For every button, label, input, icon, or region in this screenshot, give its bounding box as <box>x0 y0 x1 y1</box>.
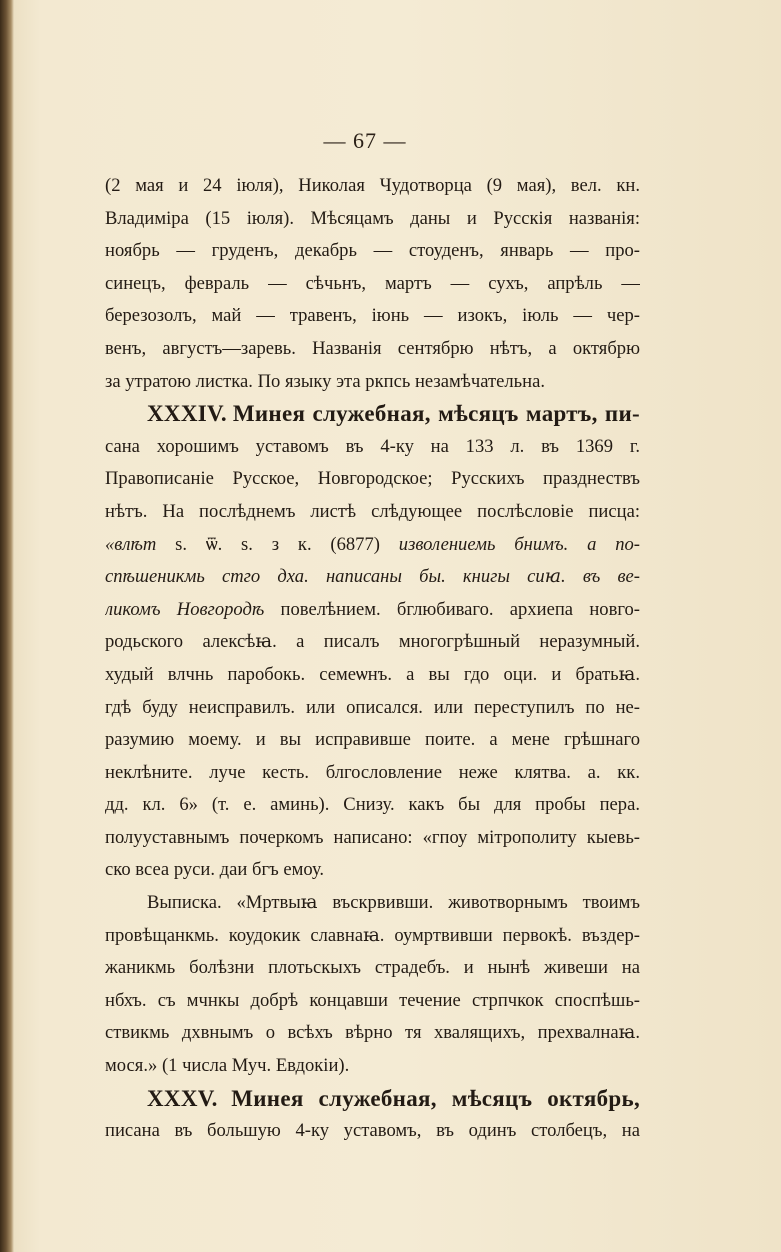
text-line: нѣтъ. На послѣднемъ листѣ слѣдующее послѣсловіе писца: <box>105 500 640 522</box>
text-line: Владиміра (15 іюля). Мѣсяцамъ даны и Русскія названія: <box>105 207 640 229</box>
text-fragment: ско <box>105 859 131 881</box>
colophon-year: к. (6877) <box>297 533 380 555</box>
colophon-povel: повелѣнием. бглюбиваго. архиепа новго- <box>280 598 640 620</box>
text-line: нбхъ. съ мчнкы добрѣ концавши течение стрпчкок споспѣшь- <box>105 989 640 1011</box>
colophon-start: «влѣт <box>105 533 157 555</box>
section-title: Минея служебная, мѣсяцъ октябрь, <box>231 1085 640 1111</box>
text-line: провѣщанкмь. коудокик славнаꙗ. оумртвивши первокѣ. въздер- <box>105 924 640 946</box>
colophon-italic: изволениемь бнимъ. а по- <box>398 533 640 555</box>
book-spine-shadow <box>0 0 14 1252</box>
text-line: спѣшеникмь стго дха. написаны бы. книгы сиꙗ. въ ве- <box>105 566 640 588</box>
text-line: неклѣните. луче кесть. блгословление неже клятва. а. кк. <box>105 761 640 783</box>
text-line: Выписка. «Мртвыꙗ въскрвивши. животворнымъ твоимъ <box>147 892 640 914</box>
page-text <box>105 170 640 1148</box>
text-line <box>105 854 640 887</box>
text-line <box>105 1050 640 1083</box>
text-line: венъ, августъ—заревь. Названія сентябрю нѣтъ, а октябрю <box>105 337 640 359</box>
text-line: синецъ, февраль — сѣчьнъ, мартъ — сухъ, апрѣль — <box>105 272 640 294</box>
text-line: худый влчнь паробокь. семеѡнъ. а вы гдо оци. и братьꙗ. <box>105 663 640 685</box>
text-line: за утратою листка. По языку эта ркпсь незамѣчательна. <box>105 370 545 392</box>
text-line: (2 мая и 24 іюля), Николая Чудотворца (9 мая), вел. кн. <box>105 175 640 196</box>
section-number: XXXIV. <box>147 401 227 427</box>
text-line: ствикмь дхвнымъ о всѣхъ вѣрно тя хвалящихъ, прехвалнаꙗ. <box>105 1022 640 1044</box>
text-line: дд. кл. 6» (т. е. аминь). Снизу. какъ бы для пробы пера. <box>105 794 640 816</box>
section-heading-line <box>105 398 640 431</box>
text-line: ноябрь — груденъ, декабрь — стоуденъ, январь — про- <box>105 240 640 262</box>
section-heading-line <box>105 1083 640 1116</box>
colophon-novgorod: ликомъ Новгородѣ <box>105 598 265 620</box>
text-line: сана хорошимъ уставомъ въ 4-ку на 133 л. въ 1369 г. <box>105 435 640 457</box>
text-line: Правописаніе Русское, Новгородское; Русскихъ празднествъ <box>105 468 640 490</box>
colophon-line <box>105 594 640 627</box>
text-line: полууставнымъ почеркомъ написано: «гпоу мітрополиту кыевь- <box>105 826 640 848</box>
text-line: писана въ большую 4-ку уставомъ, въ одинъ столбецъ, на <box>105 1120 640 1142</box>
colophon-numerals: ѕ. ѿ. ѕ. з <box>175 533 280 555</box>
text-fragment: (1 числа Муч. Евдокіи). <box>161 1055 350 1077</box>
text-line: разумию моему. и вы исправивше поите. а мене грѣшнаго <box>105 729 640 751</box>
text-line: жаникмь болѣзни плотьскыхъ страдебъ. и нынѣ живеши на <box>105 957 640 979</box>
text-fragment: мося.» <box>105 1055 158 1077</box>
text-line: родьского алексѣꙗ. а писалъ многогрѣшный неразумный. <box>105 631 640 653</box>
text-line: березозолъ, май — травенъ, іюнь — изокъ, іюль — чер- <box>105 305 640 327</box>
section-title: Минея служебная, мѣсяцъ мартъ, пи- <box>232 401 640 427</box>
text-fragment: всеа руси. даи бгъ емоу. <box>135 859 325 881</box>
colophon-line <box>105 529 640 562</box>
page-number: — 67 — <box>323 128 407 153</box>
text-line: гдѣ буду неисправилъ. или описался. или переступилъ по не- <box>105 696 640 718</box>
section-number: XXXV. <box>147 1085 218 1111</box>
